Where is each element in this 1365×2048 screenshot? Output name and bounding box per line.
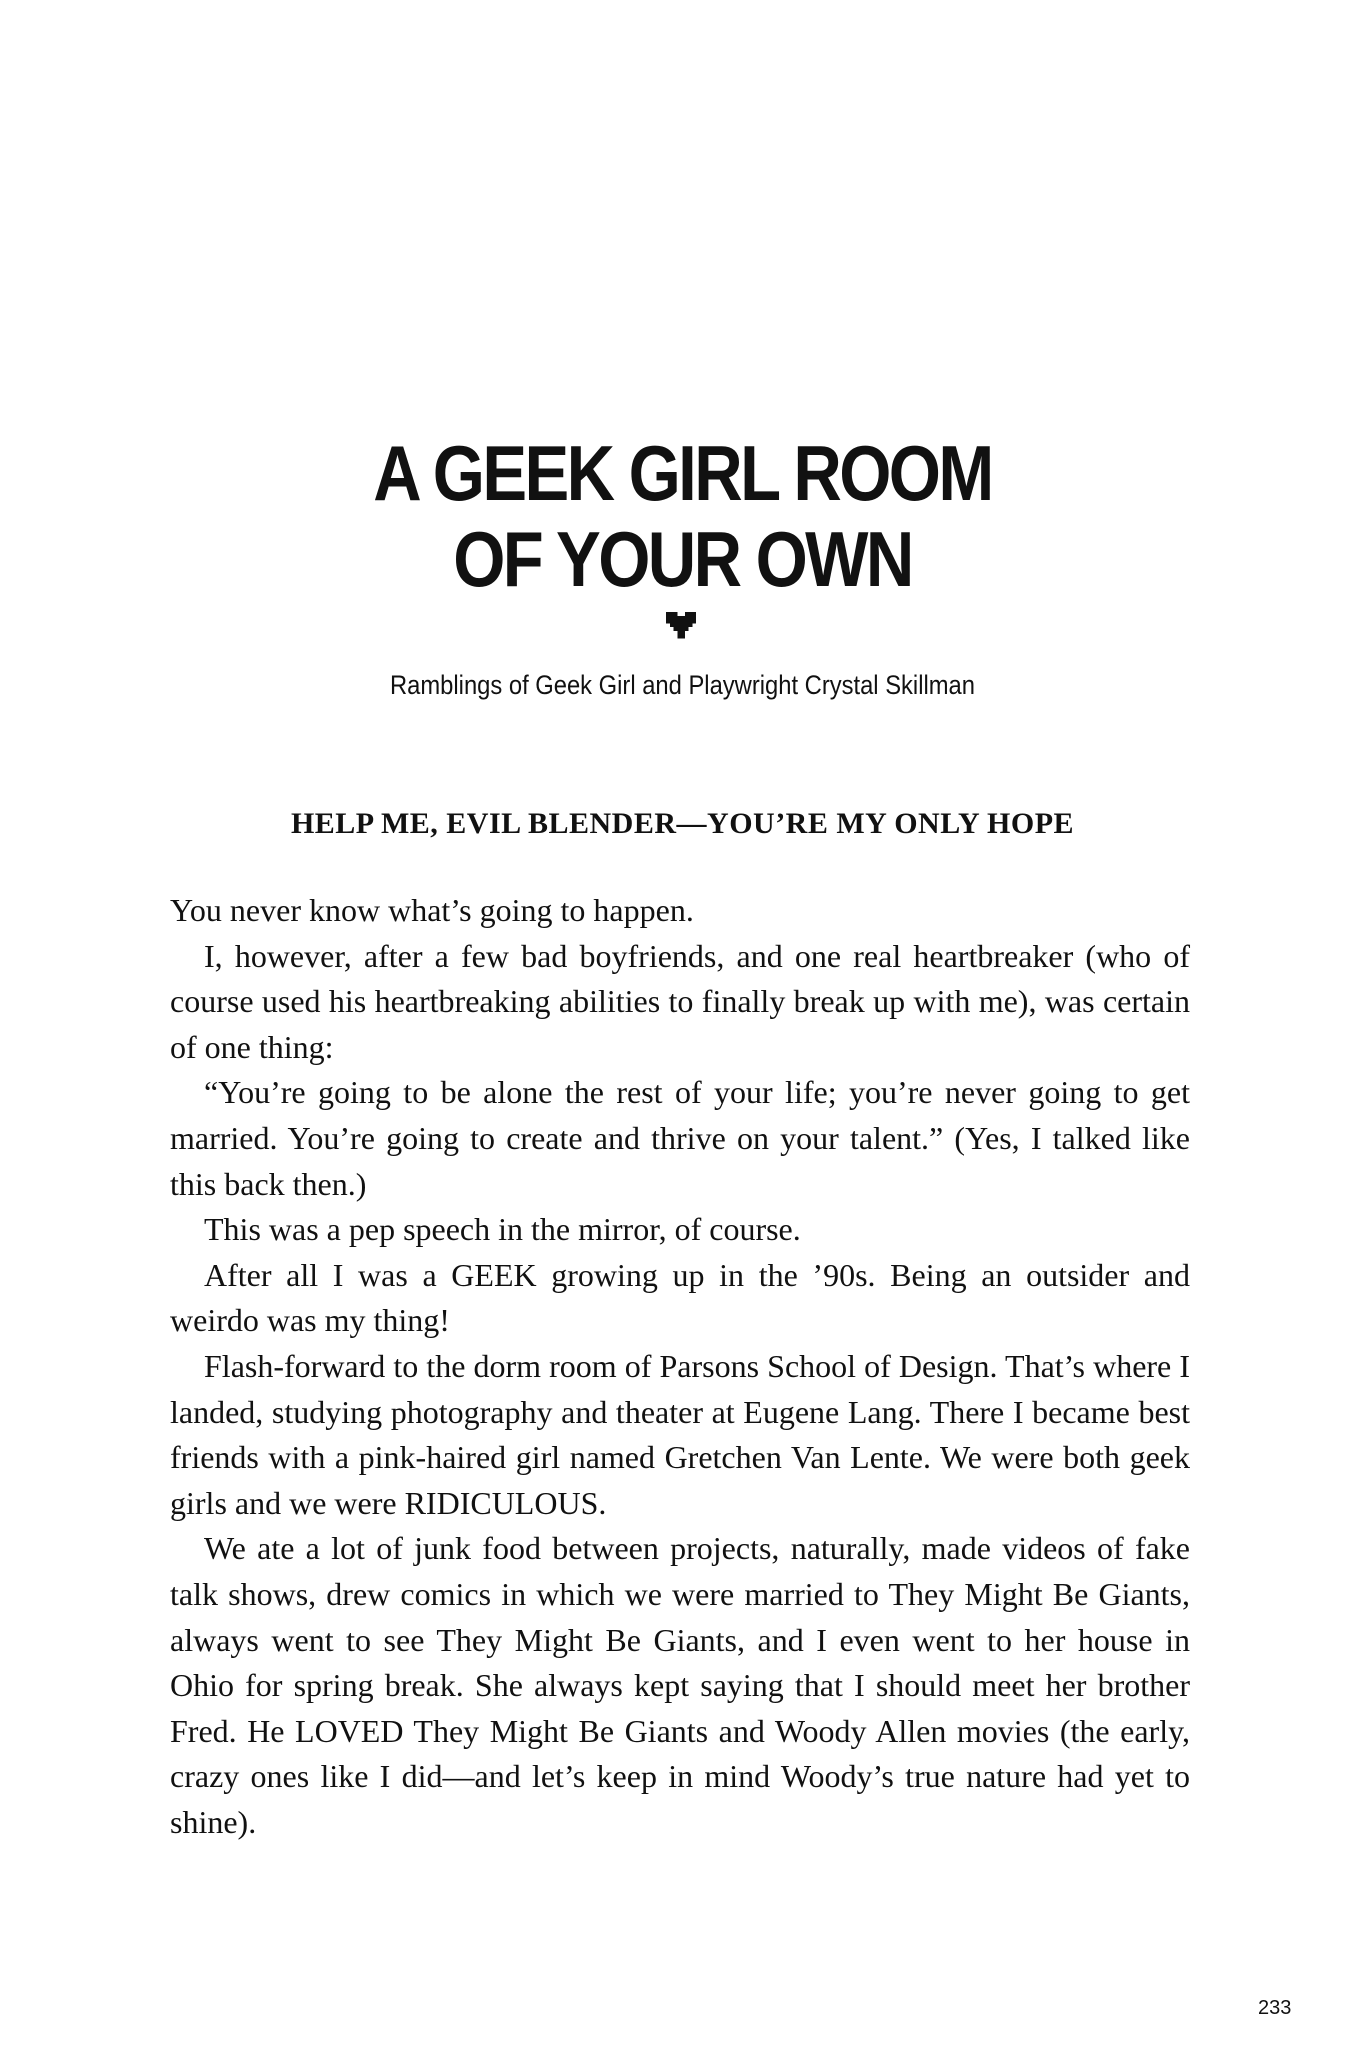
paragraph: I, however, after a few bad boyfriends, and one real heartbreaker (who of course used his heartbreaking abilities to finally break up with me), was certain of one thing: (170, 937, 1190, 1065)
pixel-heart-icon (665, 612, 697, 642)
page-number: 233 (1258, 1997, 1292, 2019)
chapter-title-line-1: A GEEK GIRL ROOM (373, 429, 992, 517)
paragraph: You never know what’s going to happen. (170, 892, 694, 928)
paragraph: “You’re going to be alone the rest of your life; you’re never going to get married. You’re going to create and thrive on your talent.” (Yes, I talked like this back then.) (170, 1074, 1190, 1202)
paragraph: Flash-forward to the dorm room of Parsons School of Design. That’s where I landed, studying photography and theater at Eugene Lang. There I became best friends with a pink-haired girl named Gretchen Van Lente. We were both geek girls and we were RIDICULOUS. (170, 1347, 1190, 1521)
chapter-subtitle: Ramblings of Geek Girl and Playwright Crystal Skillman (390, 670, 975, 700)
paragraph: We ate a lot of junk food between projects, naturally, made videos of fake talk shows, drew comics in which we were married to They Might Be Giants, always went to see They Might Be Giants, and I even went to her house in Ohio for spring break. She always kept saying that I should meet her brother Fred. He LOVED They Might Be Giants and Woody Allen movies (the early, crazy ones like I did—and let’s keep in mind Woody’s true nature had yet to shine). (170, 1530, 1190, 1840)
chapter-title (96, 430, 1270, 602)
chapter-title-line-2: OF YOUR OWN (453, 515, 912, 603)
paragraph: After all I was a GEEK growing up in the ’90s. Being an outsider and weirdo was my thing! (170, 1256, 1190, 1339)
section-heading: HELP ME, EVIL BLENDER—YOU’RE MY ONLY HOPE (290, 807, 1075, 840)
paragraph: This was a pep speech in the mirror, of course. (204, 1211, 801, 1248)
body-text (170, 888, 1190, 1845)
